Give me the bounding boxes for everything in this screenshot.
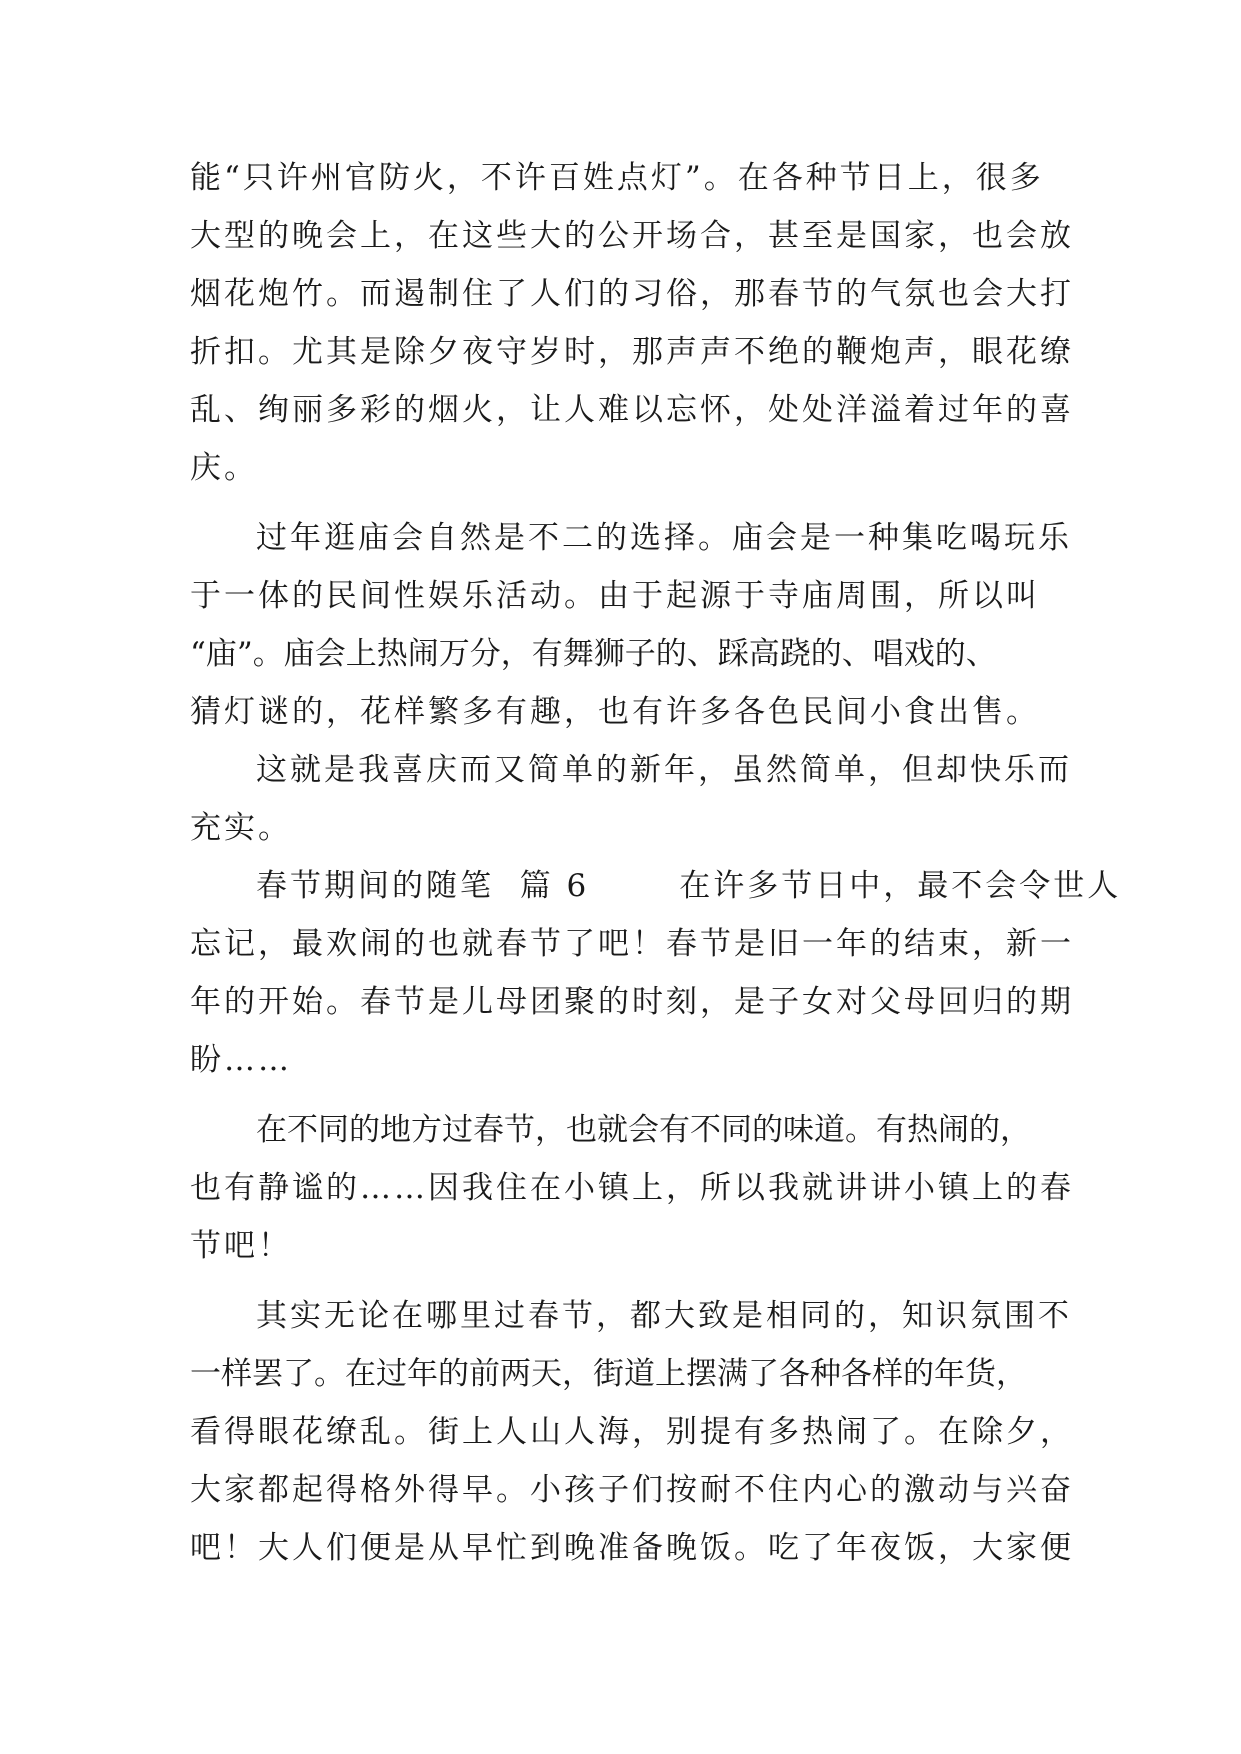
text-line: 吧！大人们便是从早忙到晚准备晚饭。吃了年夜饭，大家便 bbox=[190, 1530, 1074, 1566]
text-line: 在不同的地方过春节，也就会有不同的味道。有热闹的， bbox=[256, 1112, 1031, 1148]
document-body bbox=[190, 158, 1122, 1586]
text-line: 猜灯谜的，花样繁多有趣，也有许多各色民间小食出售。 bbox=[190, 694, 1040, 730]
text-line: 乱、绚丽多彩的烟火，让人难以忘怀，处处洋溢着过年的喜 bbox=[190, 392, 1074, 428]
text-line: 充实。 bbox=[190, 810, 292, 846]
text-line: “庙”。庙会上热闹万分，有舞狮子的、踩高跷的、唱戏的、 bbox=[190, 636, 997, 672]
text-line: 年的开始。春节是儿母团聚的时刻，是子女对父母回归的期 bbox=[190, 984, 1074, 1020]
text-line: 一样罢了。在过年的前两天，街道上摆满了各种各样的年货， bbox=[190, 1356, 1027, 1392]
text-line: 过年逛庙会自然是不二的选择。庙会是一种集吃喝玩乐 bbox=[256, 520, 1072, 556]
section-heading-line: 春节期间的随笔 篇 6 在许多节日中，最不会令世人 bbox=[256, 868, 1122, 904]
text-line: 忘记，最欢闹的也就春节了吧！春节是旧一年的结束，新一 bbox=[190, 926, 1074, 962]
text-line: 盼…… bbox=[190, 1042, 292, 1078]
text-line: 庆。 bbox=[190, 450, 258, 486]
text-line: 看得眼花缭乱。街上人山人海，别提有多热闹了。在除夕， bbox=[190, 1414, 1074, 1450]
text-line: 这就是我喜庆而又简单的新年，虽然简单，但却快乐而 bbox=[256, 752, 1072, 788]
text-line: 烟花炮竹。而遏制住了人们的习俗，那春节的气氛也会大打 bbox=[190, 276, 1074, 312]
text-line: 其实无论在哪里过春节，都大致是相同的，知识氛围不 bbox=[256, 1298, 1072, 1334]
text-line: 节吧！ bbox=[190, 1228, 292, 1264]
text-line: 也有静谧的……因我住在小镇上，所以我就讲讲小镇上的春 bbox=[190, 1170, 1074, 1206]
text-line: 大型的晚会上，在这些大的公开场合，甚至是国家，也会放 bbox=[190, 218, 1074, 254]
text-line: 折扣。尤其是除夕夜守岁时，那声声不绝的鞭炮声，眼花缭 bbox=[190, 334, 1074, 370]
text-line: 大家都起得格外得早。小孩子们按耐不住内心的激动与兴奋 bbox=[190, 1472, 1074, 1508]
text-line: 能“只许州官防火，不许百姓点灯”。在各种节日上，很多 bbox=[190, 160, 1044, 196]
text-line: 于一体的民间性娱乐活动。由于起源于寺庙周围，所以叫 bbox=[190, 578, 1040, 614]
